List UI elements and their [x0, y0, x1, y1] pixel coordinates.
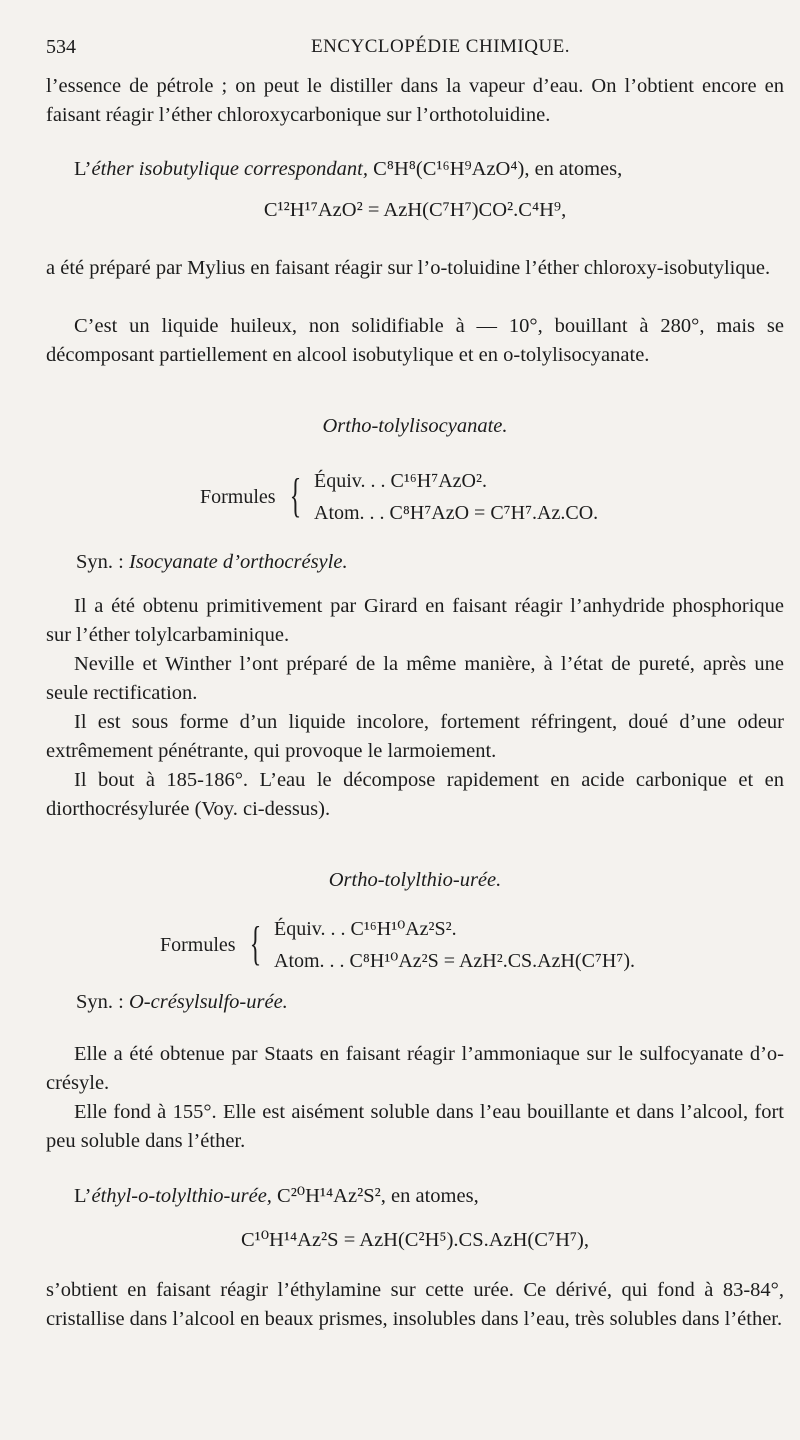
- synonym-1: [76, 548, 776, 577]
- paragraph-10: Elle fond à 155°. Elle est aisément soluble dans l’eau bouillante et dans l’alcool, fort peu soluble dans l’éther.: [46, 1101, 784, 1152]
- paragraph-2-intro: [46, 155, 784, 184]
- brace-1: {: [289, 469, 302, 522]
- p2-prefix: L’: [74, 158, 92, 180]
- formula-block-2: [160, 914, 720, 978]
- paragraph-4: C’est un liquide huileux, non solidifiable à — 10°, bouillant à 280°, mais se décomposant partiellement en alcool isobutylique et en o-tolylisocyanate.: [46, 315, 784, 366]
- formula-block-1: [200, 466, 680, 530]
- syn1-italic: Isocyanate d’orthocrésyle.: [128, 551, 348, 573]
- section-title-1-text: Ortho-tolylisocyanate.: [322, 415, 508, 437]
- paragraph-3: a été préparé par Mylius en faisant réagir sur l’o-toluidine l’éther chloroxy-isobutylique.: [46, 257, 771, 279]
- p11-prefix: L’: [74, 1185, 92, 1207]
- syn2-italic: O-crésylsulfo-urée.: [128, 991, 288, 1013]
- section-title-2: [46, 866, 784, 895]
- formula-line-2: C¹⁰H¹⁴Az²S = AzH(C²H⁵).CS.AzH(C⁷H⁷),: [241, 1229, 589, 1251]
- paragraph-12: s’obtient en faisant réagir l’éthylamine sur cette urée. Ce dérivé, qui fond à 83-84°, cristallise dans l’alcool en beaux prismes, insolubles dans l’eau, très solubles dans l’éther.: [46, 1279, 784, 1330]
- formula-label-2: Formules: [160, 934, 236, 956]
- page-header: [46, 36, 760, 62]
- formula-equiv-2: Équiv. . . C¹⁶H¹⁰Az²S².: [274, 918, 457, 940]
- section-title-1: [46, 412, 784, 441]
- synonym-2: [76, 988, 776, 1017]
- formula-atom-2: Atom. . . C⁸H¹⁰Az²S = AzH².CS.AzH(C⁷H⁷).: [274, 950, 635, 972]
- formula-atom-1: Atom. . . C⁸H⁷AzO = C⁷H⁷.Az.CO.: [314, 502, 599, 524]
- paragraph-11-intro: [46, 1182, 784, 1211]
- page-number: 534: [46, 36, 76, 58]
- section-title-2-text: Ortho-tolylthio-urée.: [328, 869, 502, 891]
- paragraph-7: Il est sous forme d’un liquide incolore, fortement réfringent, doué d’une odeur extrêmement pénétrante, qui provoque le larmoiement.: [46, 711, 784, 762]
- syn2-prefix: Syn. :: [76, 991, 129, 1013]
- paragraph-9: Elle a été obtenue par Staats en faisant réagir l’ammoniaque sur le sulfocyanate d’o-crésyle.: [46, 1043, 784, 1094]
- running-title: ENCYCLOPÉDIE CHIMIQUE.: [311, 36, 571, 57]
- formula-line-1: C¹²H¹⁷AzO² = AzH(C⁷H⁷)CO².C⁴H⁹,: [263, 199, 567, 221]
- paragraph-1: l’essence de pétrole ; on peut le distiller dans la vapeur d’eau. On l’obtient encore en faisant réagir l’éther chloroxycarbonique sur l’orthotoluidine.: [46, 75, 784, 126]
- paragraph-6: Neville et Winther l’ont préparé de la même manière, à l’état de pureté, après une seule rectification.: [46, 653, 784, 704]
- p2-italic: éther isobutylique correspondant,: [91, 158, 368, 180]
- p11-italic: éthyl-o-tolylthio-urée,: [91, 1185, 272, 1207]
- paragraph-8: Il bout à 185-186°. L’eau le décompose rapidement en acide carbonique et en diorthocrésylurée (Voy. ci-dessus).: [46, 769, 784, 820]
- paragraph-5: Il a été obtenu primitivement par Girard en faisant réagir l’anhydride phosphorique sur l’éther tolylcarbaminique.: [46, 595, 784, 646]
- p11-formula-inline: C²⁰H¹⁴Az²S², en atomes,: [277, 1185, 479, 1207]
- p2-formula-inline: C⁸H⁸(C¹⁶H⁹AzO⁴), en atomes,: [373, 158, 623, 180]
- syn1-prefix: Syn. :: [76, 551, 129, 573]
- formula-label-1: Formules: [200, 486, 276, 508]
- brace-2: {: [249, 917, 262, 970]
- formula-equiv-1: Équiv. . . C¹⁶H⁷AzO².: [314, 470, 487, 492]
